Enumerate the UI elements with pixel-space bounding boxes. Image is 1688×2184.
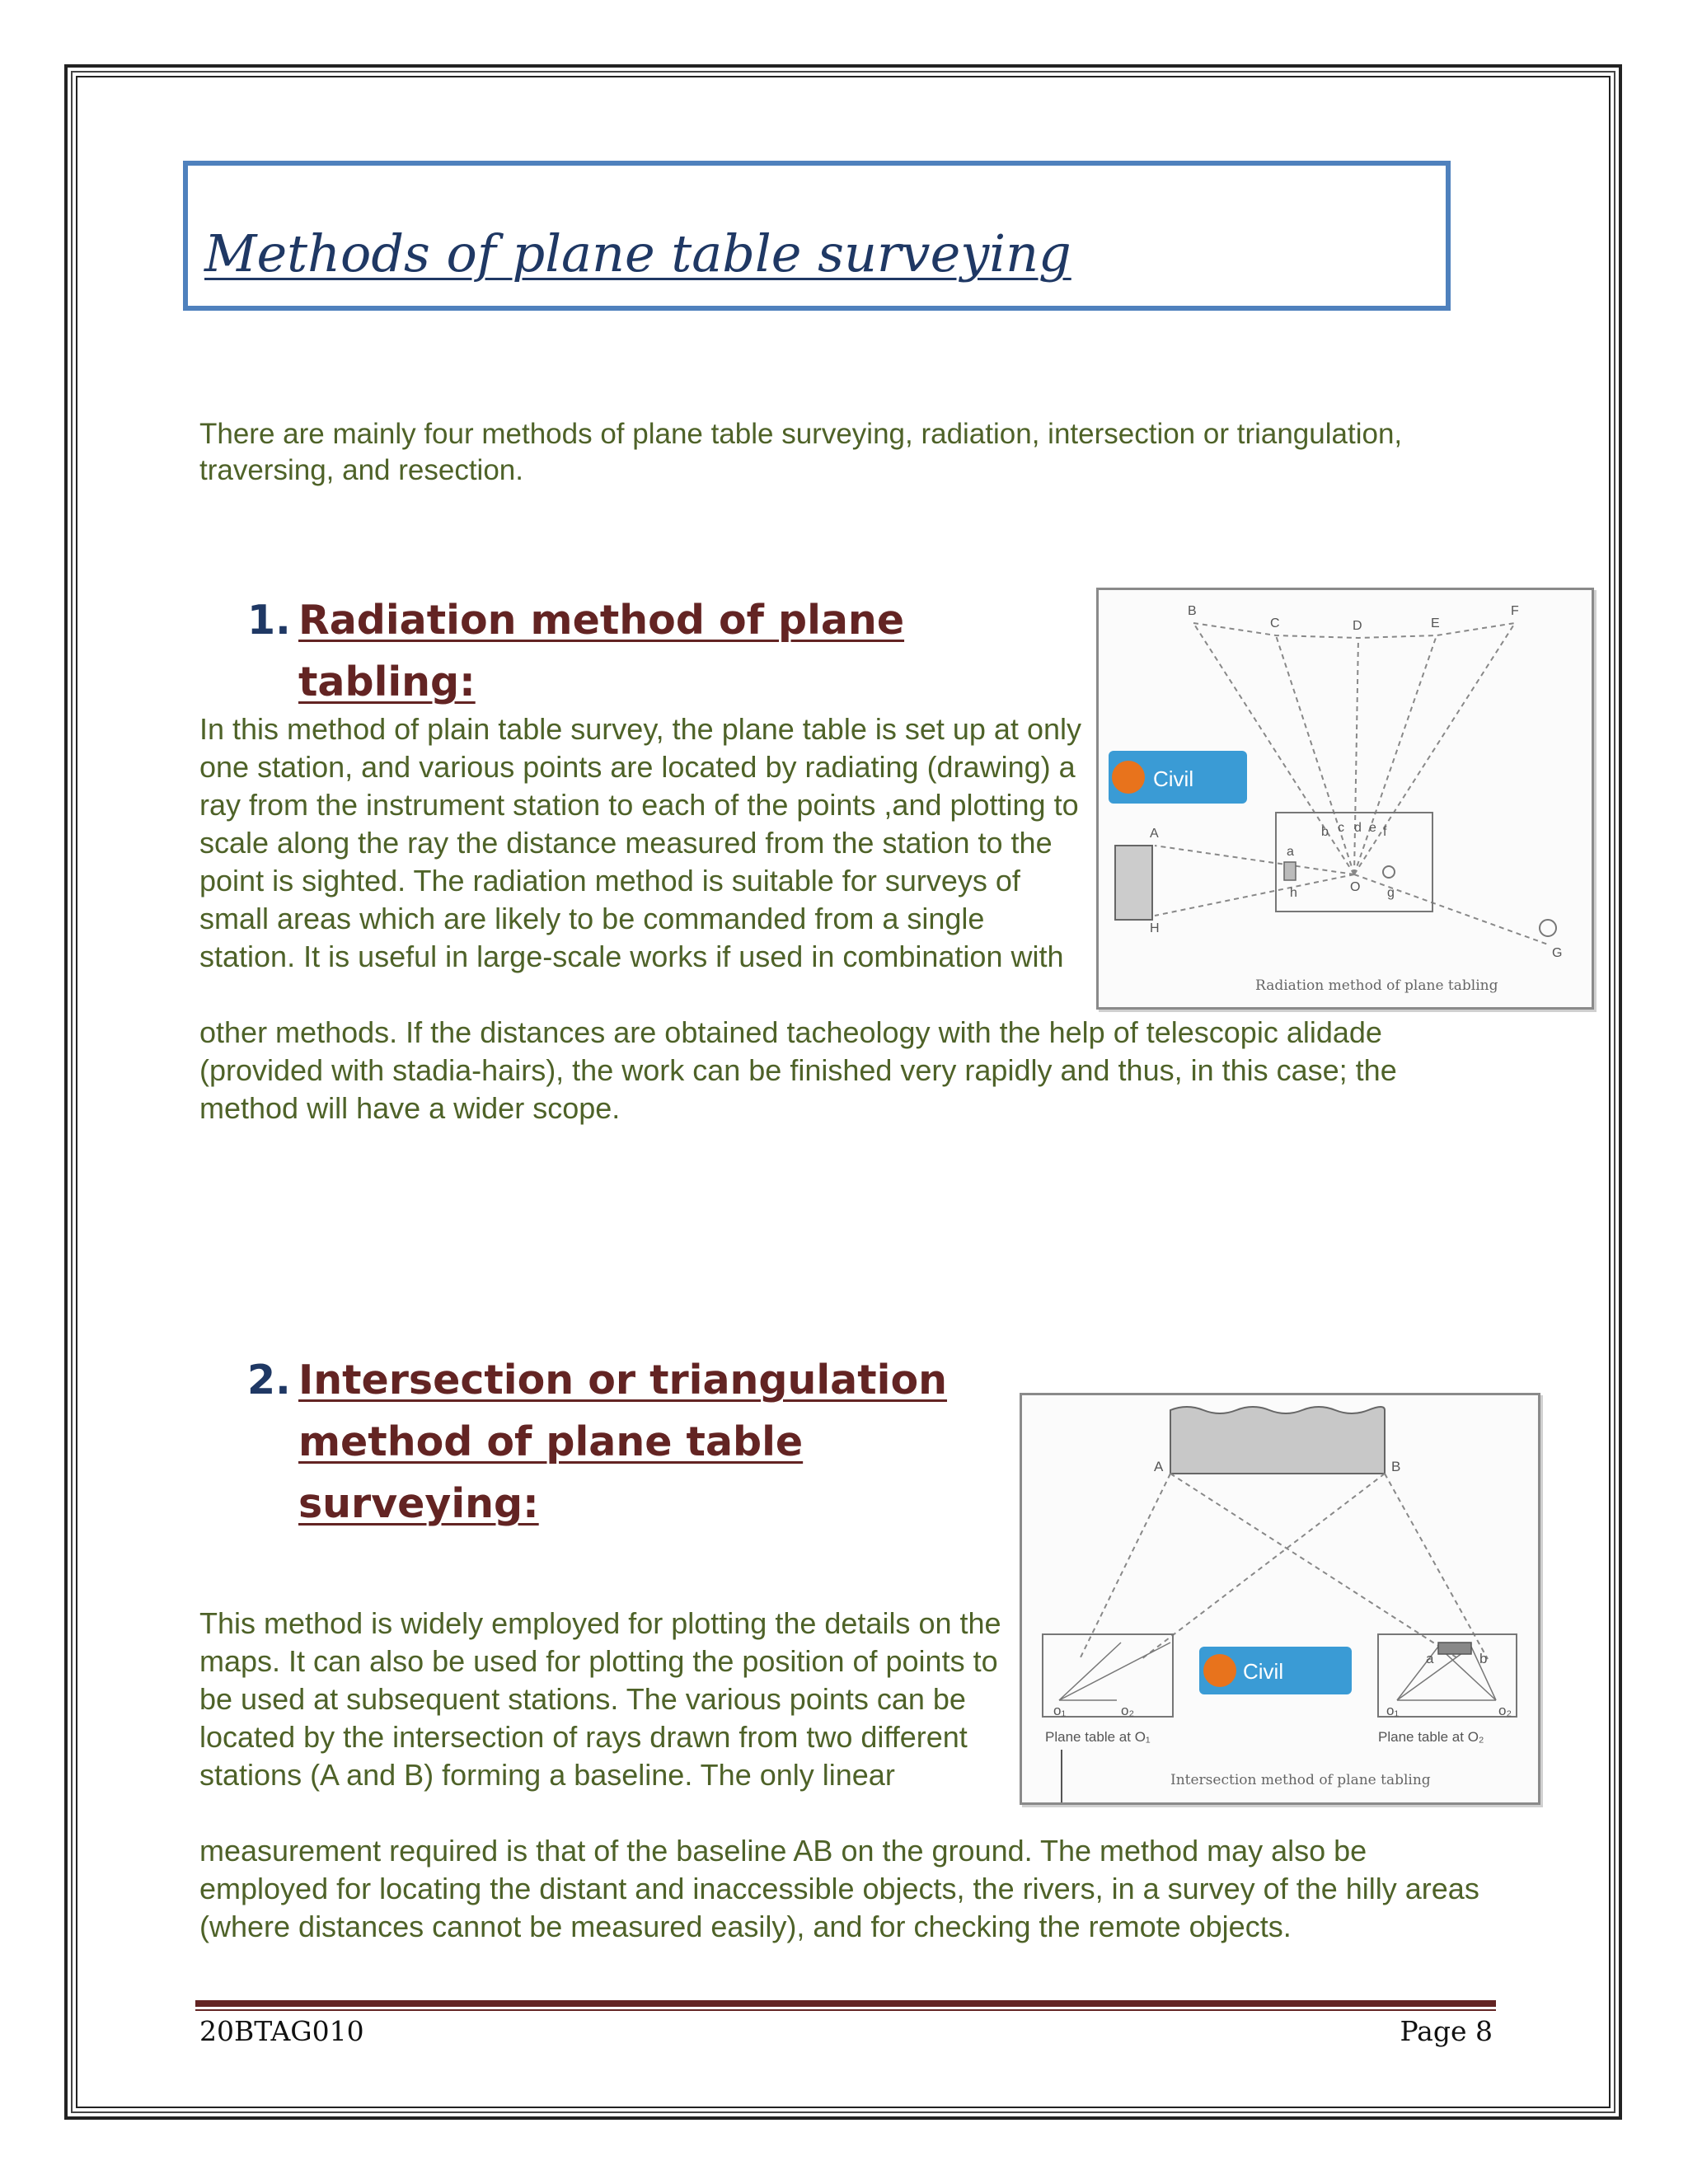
footer-rule-thin [195, 2009, 1496, 2011]
label-f: f [1383, 825, 1387, 839]
intersection-method-figure [1020, 1393, 1540, 1805]
intersection-method-diagram [1022, 1395, 1538, 1802]
label-right-a: a [1426, 1651, 1434, 1666]
footer-page-number: Page 8 [1400, 2015, 1493, 2047]
label-C: C [1270, 616, 1280, 630]
section2-body-continued: measurement required is that of the baseline AB on the ground. The method may also be employed for locating the distant and inaccessible objects, the rivers, in a survey of the hilly areas (where distances cannot be measured easily), and for checking the remote objects. [199, 1834, 1479, 1943]
left-table-label: Plane table at O₁ [1045, 1729, 1151, 1745]
intersection-figure-caption: Intersection method of plane tabling [1170, 1772, 1431, 1788]
section1-body: In this method of plain table survey, the plane table is set up at only one station, and various points are located by radiating (drawing) a ray from the instrument station to each of the points ,and plotting to scale along the ray the distance measured from the station to the point is sighted. The radiation method is suitable for surveys of small areas which are likely to be commanded from a single station. It is useful in large-scale works if used in combination with [199, 712, 1081, 973]
label-right-o2: o₂ [1498, 1703, 1512, 1718]
footer-document-id: 20BTAG010 [199, 2015, 364, 2047]
section1-heading-text: Radiation method of plane tabling: [298, 597, 905, 705]
label-D: D [1353, 619, 1362, 633]
label-right-b: b [1479, 1651, 1488, 1666]
section2-body: This method is widely employed for plotting the details on the maps. It can also be used for plotting the position of points to be used at subsequent stations. The various points can be located by the intersection of rays drawn from two different stations (A and B) forming a baseline. The only linear [199, 1606, 1001, 1792]
label-G: G [1552, 946, 1563, 960]
label-a: a [1287, 845, 1294, 859]
intersection-logo-text: Civil [1243, 1659, 1284, 1684]
section2-number: 2. [247, 1357, 291, 1404]
label-B: B [1188, 604, 1197, 618]
intro-paragraph: There are mainly four methods of plane table surveying, radiation, intersection or triangulation, traversing, and resection. [199, 418, 1403, 486]
label-right-o1: o₁ [1386, 1703, 1400, 1718]
section1-number: 1. [247, 597, 291, 644]
label-g: g [1387, 886, 1395, 900]
section2-heading [247, 1349, 1007, 1535]
radiation-logo-text: Civil [1153, 766, 1194, 791]
section1-heading [247, 589, 958, 713]
section1-body-continued: other methods. If the distances are obtained tacheology with the help of telescopic alidade (provided with stadia-hairs), the work can be finished very rapidly and thus, in this case; the method will have a wider scope. [199, 1015, 1397, 1125]
label-O: O [1350, 880, 1361, 894]
label-H: H [1150, 921, 1160, 935]
label-baseline-B: B [1391, 1459, 1401, 1474]
radiation-method-figure [1096, 588, 1594, 1010]
label-E: E [1431, 616, 1440, 630]
radiation-method-diagram [1099, 590, 1592, 1007]
radiation-figure-caption: Radiation method of plane tabling [1255, 977, 1498, 994]
label-d: d [1354, 821, 1362, 835]
label-c: c [1338, 821, 1344, 835]
label-e: e [1369, 821, 1376, 835]
label-baseline-A: A [1154, 1459, 1164, 1474]
label-F: F [1511, 604, 1519, 618]
label-h: h [1290, 886, 1297, 900]
section2-heading-text: Intersection or triangulation method of plane table surveying: [298, 1357, 948, 1527]
label-A: A [1150, 827, 1159, 841]
page-title: Methods of plane table surveying [204, 223, 1071, 284]
footer-rule-thick [195, 2000, 1496, 2007]
right-table-label: Plane table at O₂ [1378, 1729, 1484, 1745]
label-left-o2: o₂ [1121, 1703, 1135, 1718]
label-b: b [1321, 825, 1329, 839]
label-left-o1: o₁ [1053, 1703, 1067, 1718]
title-box [183, 161, 1451, 311]
